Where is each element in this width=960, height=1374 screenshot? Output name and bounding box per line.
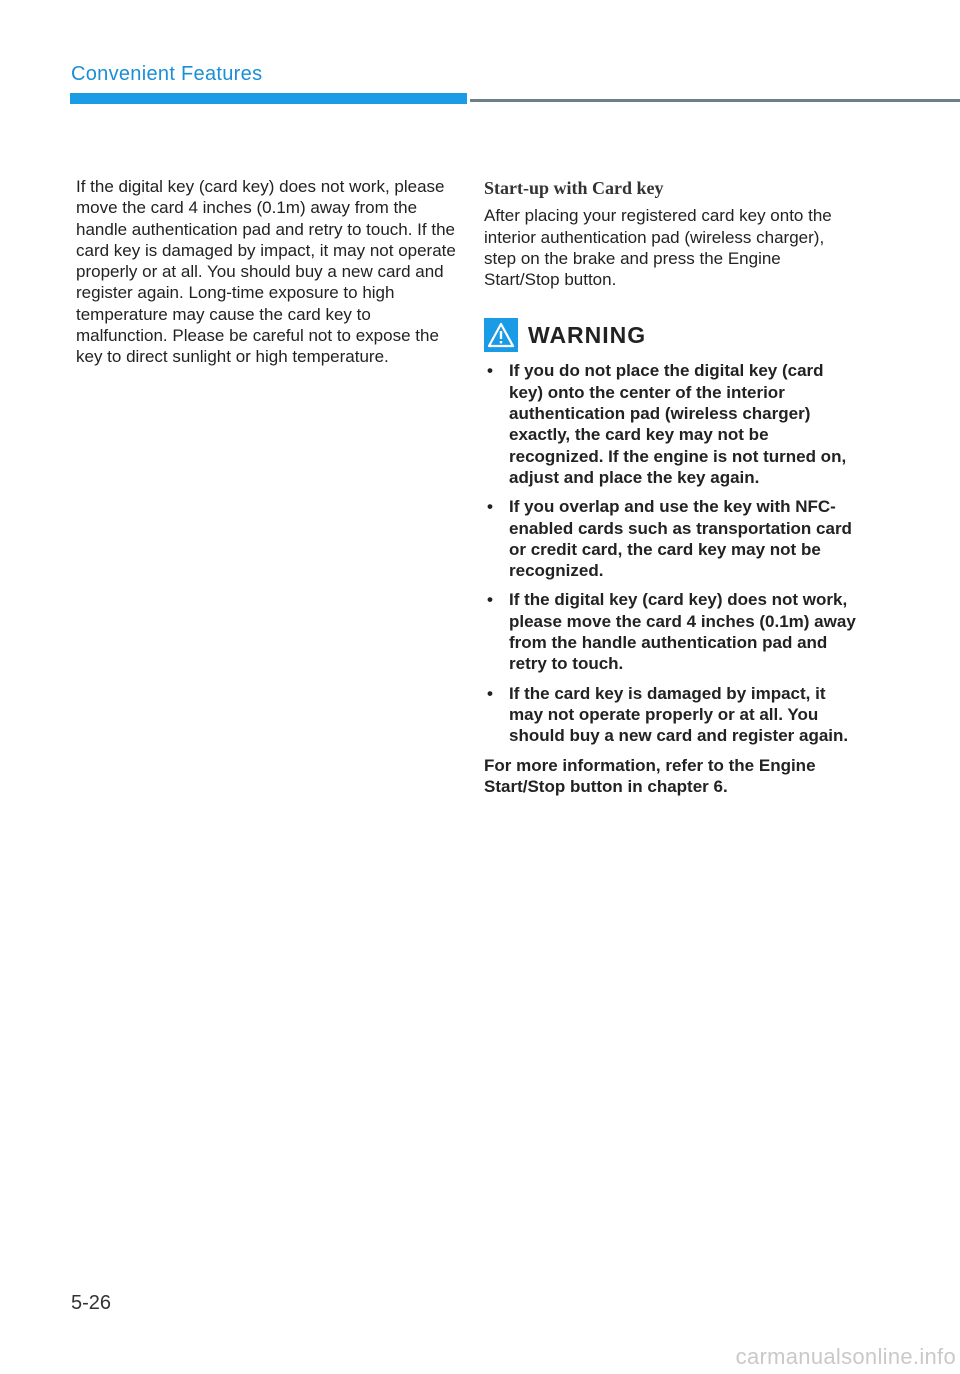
warning-item: [484, 589, 860, 674]
warning-item: [484, 683, 860, 747]
card-key-note-paragraph: If the digital key (card key) does not work, please move the card 4 inches (0.1m) away from the handle authentication pad and retry to touch. If the card key is damaged by impact, it may not operate properly or at all. You should buy a new card and register again. Long-time exposure to high temperature may cause the card key to malfunction. Please be careful not to expose the key to direct sunlight or high temperature.: [76, 177, 456, 367]
bullet-icon: •: [487, 590, 493, 610]
header-rule-accent: [70, 93, 467, 104]
warning-item-text: If you overlap and use the key with NFC-enabled cards such as transportation card or credit card, the card key may not be recognized.: [509, 497, 852, 581]
header-rule-gray: [470, 99, 960, 102]
bullet-icon: •: [487, 683, 493, 703]
startup-subheading: Start-up with Card key: [484, 178, 664, 198]
warning-item: [484, 360, 860, 488]
warning-list: [484, 360, 860, 746]
warning-item: [484, 496, 860, 581]
watermark: carmanualsonline.info: [735, 1344, 956, 1369]
section-title: Convenient Features: [71, 63, 263, 85]
page-number: 5-26: [71, 1292, 112, 1314]
bullet-icon: •: [487, 361, 493, 381]
warning-label: WARNING: [528, 321, 647, 348]
warning-item-text: If you do not place the digital key (card key) onto the center of the interior authentication pad (wireless charger) exactly, the card key may not be recognized. If the engine is not turned on, adjust and place the key again.: [509, 361, 847, 487]
startup-paragraph: After placing your registered card key onto the interior authentication pad (wireless charger), step on the brake and press the Engine Start/Stop button.: [484, 206, 832, 290]
left-column: [76, 176, 456, 368]
warning-closing-note: For more information, refer to the Engine Start/Stop button in chapter 6.: [484, 755, 816, 796]
warning-icon: [484, 318, 518, 352]
warning-item-text: If the digital key (card key) does not work, please move the card 4 inches (0.1m) away from the handle authentication pad and retry to touch.: [509, 590, 856, 674]
warning-header: [484, 318, 860, 352]
bullet-icon: •: [487, 497, 493, 517]
warning-item-text: If the card key is damaged by impact, it may not operate properly or at all. You should buy a new card and register again.: [509, 683, 849, 746]
right-column: [484, 176, 860, 797]
